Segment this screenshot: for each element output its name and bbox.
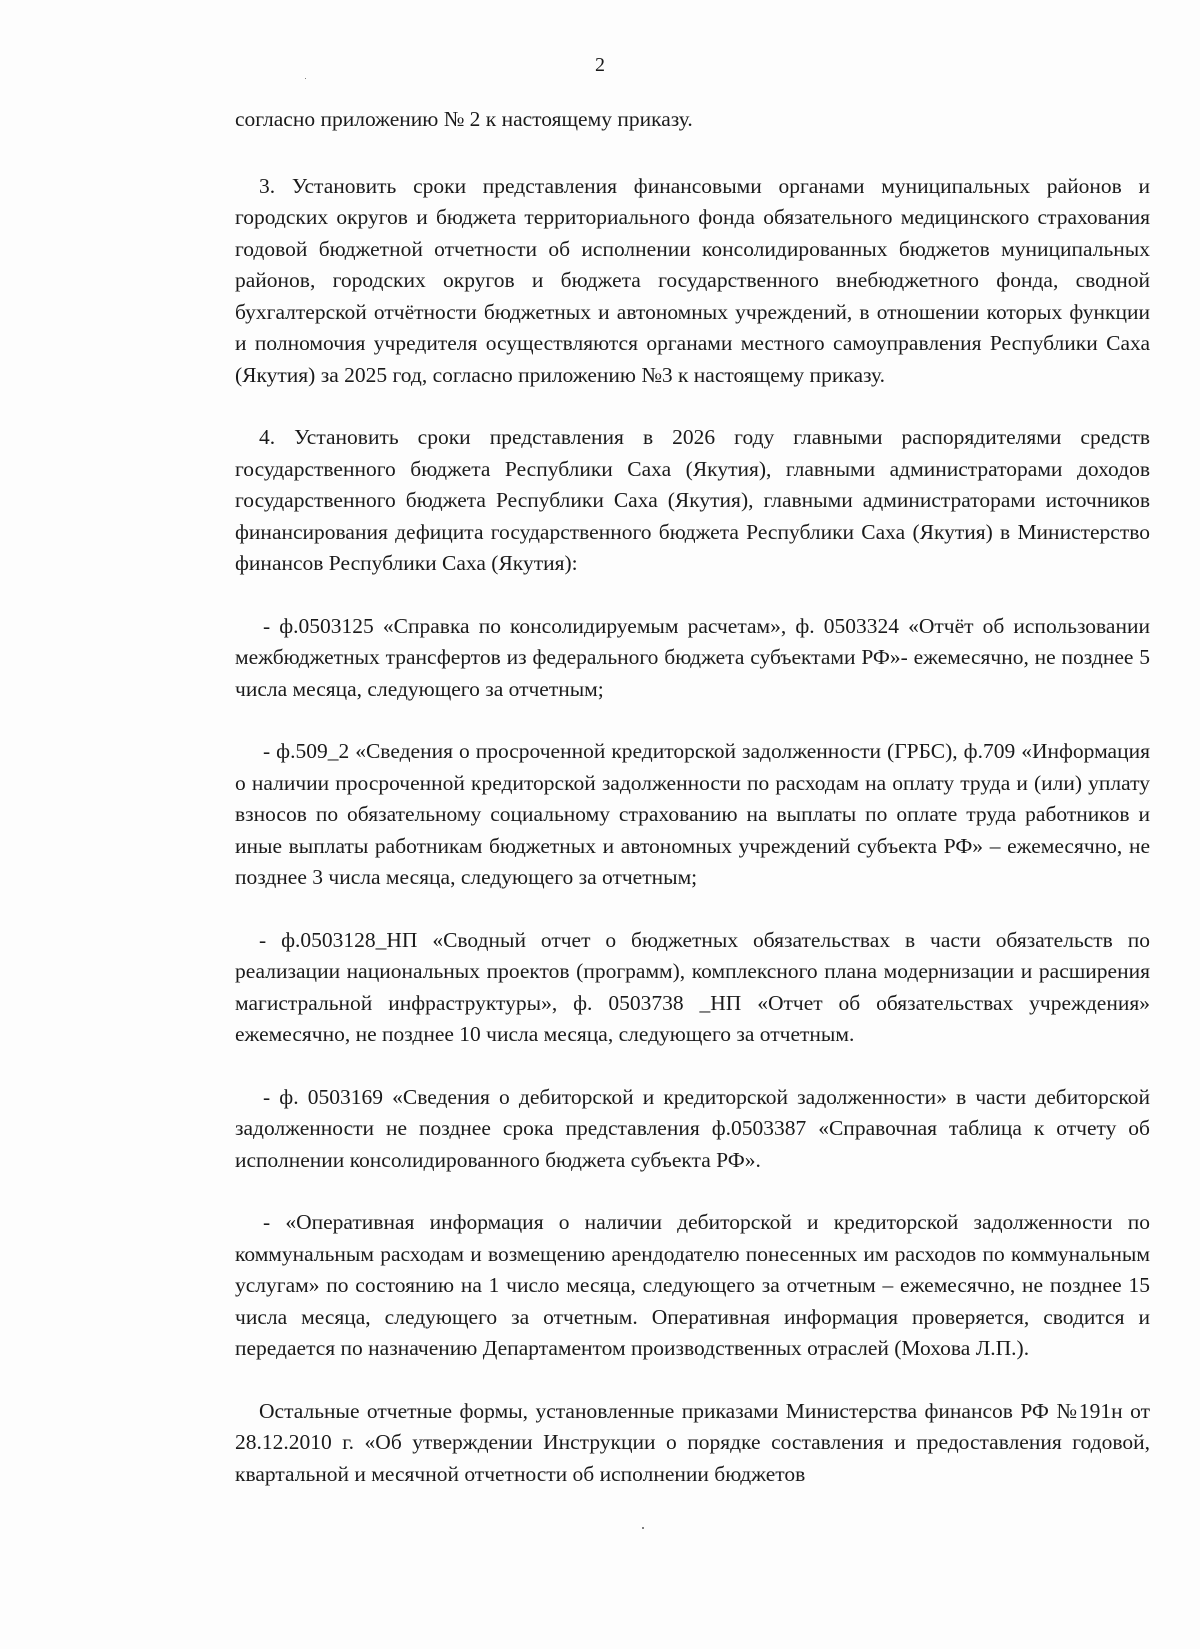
scan-speck	[642, 1527, 644, 1529]
document-body	[235, 104, 1150, 1521]
page-number: 2	[595, 54, 605, 76]
list-item-operational-info: - «Оперативная информация о наличии дебиторской и кредиторской задолженности по коммунальным расходам и возмещению арендодателю понесенных им расходов по коммунальным услугам» по состоянию на 1 число месяца, следующего за отчетным – ежемесячно, не позднее 15 числа месяца, следующего за отчетным. Оперативная информация проверяется, сводится и передается по назначению Департаментом производственных отраслей (Мохова Л.П.).	[235, 1210, 1150, 1360]
paragraph-continuation: согласно приложению № 2 к настоящему приказу.	[235, 107, 693, 131]
paragraph-item-4: 4. Установить сроки представления в 2026 году главными распорядителями средств государственного бюджета Республики Саха (Якутия), главными администраторами доходов государственного бюджета Республики Саха (Якутия), главными администраторами источников финансирования дефицита государственного бюджета Республики Саха (Якутия) в Министерство финансов Республики Саха (Якутия):	[235, 425, 1150, 575]
paragraph-item-3: 3. Установить сроки представления финансовыми органами муниципальных районов и городских округов и бюджета территориального фонда обязательного медицинского страхования годовой бюджетной отчетности об исполнении консолидированных бюджетов муниципальных районов, городских округов и бюджета государственного внебюджетного фонда, сводной бухгалтерской отчётности бюджетных и автономных учреждений, в отношении которых функции и полномочия учредителя осуществляются органами местного самоуправления Республики Саха (Якутия) за 2025 год, согласно приложению №3 к настоящему приказу.	[235, 173, 1150, 387]
list-item-form-0503169: - ф. 0503169 «Сведения о дебиторской и кредиторской задолженности» в части дебиторской задолженности не позднее срока представления ф.0503387 «Справочная таблица к отчету об исполнении консолидированного бюджета субъекта РФ».	[235, 1084, 1150, 1172]
list-item-form-0503125: - ф.0503125 «Справка по консолидируемым расчетам», ф. 0503324 «Отчёт об использовании межбюджетных трансфертов из федерального бюджета субъектами РФ»- ежемесячно, не позднее 5 числа месяца, следующего за отчетным;	[235, 613, 1150, 701]
list-item-form-509-2: - ф.509_2 «Сведения о просроченной кредиторской задолженности (ГРБС), ф.709 «Информация о наличии просроченной кредиторской задолженности по расходам на оплату труда и (или) уплату взносов по обязательному социальному страхованию на выплаты по оплате труда работников и иные выплаты работникам бюджетных и автономных учреждений субъекта РФ» – ежемесячно, не позднее 3 числа месяца, следующего за отчетным;	[235, 739, 1150, 889]
paragraph-other-forms: Остальные отчетные формы, установленные приказами Министерства финансов РФ №191н от 28.12.2010 г. «Об утверждении Инструкции о порядке составления и предоставления годовой, квартальной и месячной отчетности об исполнении бюджетов	[235, 1398, 1150, 1486]
scan-speck	[305, 78, 306, 79]
list-item-form-0503128: - ф.0503128_НП «Сводный отчет о бюджетных обязательствах в части обязательств по реализации национальных проектов (программ), комплексного плана модернизации и расширения магистральной инфраструктуры», ф. 0503738 _НП «Отчет об обязательствах учреждения» ежемесячно, не позднее 10 числа месяца, следующего за отчетным.	[235, 927, 1150, 1046]
